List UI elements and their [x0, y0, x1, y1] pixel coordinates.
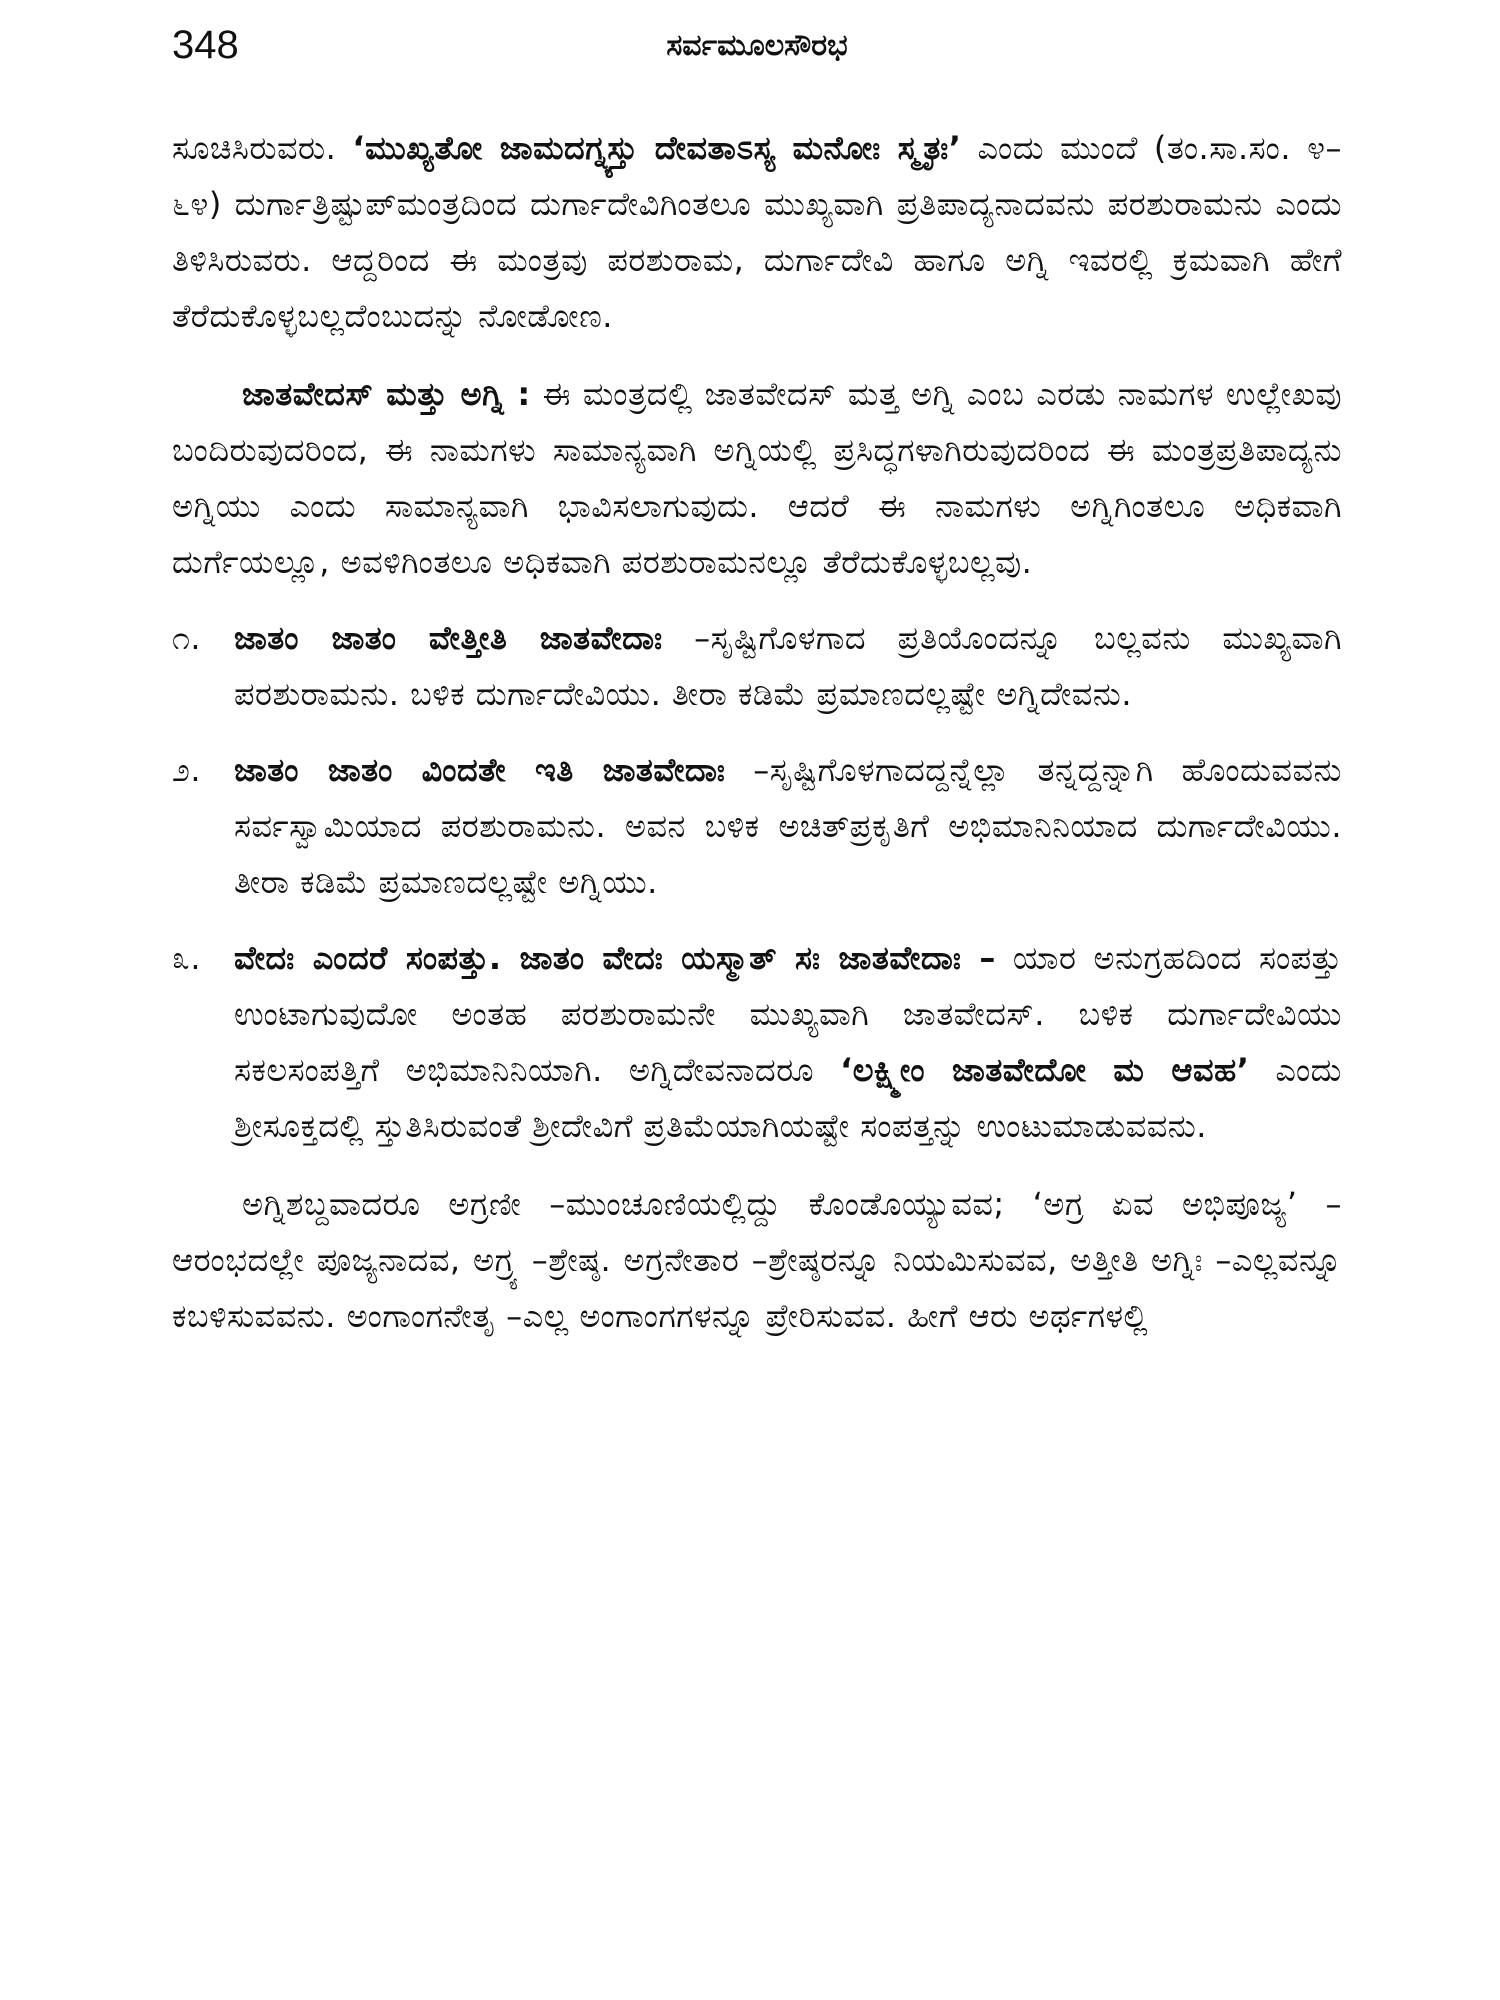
paragraph-agni-meanings: ಅಗ್ನಿಶಬ್ದವಾದರೂ ಅಗ್ರಣೀ –ಮುಂಚೂಣಿಯಲ್ಲಿದ್ದು ಕೊಂಡೊಯ್ಯುವವ; ‘ಅಗ್ರ ಏವ ಅಭಿಪೂಜ್ಯ’ –ಆರಂಭದಲ್ಲೇ ಪೂಜ್ಯನಾದವ, ಅಗ್ರ್ಯ –ಶ್ರೇಷ್ಠ. ಅಗ್ರನೇತಾರ –ಶ್ರೇಷ್ಠರನ್ನೂ ನಿಯಮಿಸುವವ, ಅತ್ತೀತಿ ಅಗ್ನಿಃ –ಎಲ್ಲವನ್ನೂ ಕಬಳಿಸುವವನು. ಅಂಗಾಂಗನೇತೃ –ಎಲ್ಲ ಅಂಗಾಂಗಗಳನ್ನೂ ಪ್ರೇರಿಸುವವ. ಹೀಗೆ ಆರು ಅರ್ಥಗಳಲ್ಲಿ [172, 1185, 1342, 1335]
item-explanation: –ಸೃಷ್ಟಿಗೊಳಗಾದದ್ದನ್ನೆಲ್ಲಾ ತನ್ನದ್ದನ್ನಾಗಿ ಹೊಂದುವವನು ಸರ್ವಸ್ವಾಮಿಯಾದ ಪರಶುರಾಮನು. ಅವನ ಬಳಿಕ ಅಚಿತ್‌ಪ್ರಕೃತಿಗೆ ಅಭಿಮಾನಿನಿಯಾದ ದುರ್ಗಾದೇವಿಯು. ತೀರಾ ಕಡಿಮೆ ಪ್ರಮಾಣದಲ್ಲಷ್ಟೇ ಅಗ್ನಿಯು. [234, 751, 1342, 901]
quote-lakshmim: ‘ಲಕ್ಷ್ಮೀಂ ಜಾತವೇದೋ ಮ ಆವಹ’ [840, 1051, 1250, 1089]
paragraph-jatavedas [172, 366, 1342, 590]
intro-body: ಎಂದು ಮುಂದೆ (ತಂ.ಸಾ.ಸಂ. ೪–೬೪) ದುರ್ಗಾತ್ರಿಷ್ಟುಪ್‌ಮಂತ್ರದಿಂದ ದುರ್ಗಾದೇವಿಗಿಂತಲೂ ಮುಖ್ಯವಾಗಿ ಪ್ರತಿಪಾದ್ಯನಾದವನು ಪರಶುರಾಮನು ಎಂದು ತಿಳಿಸಿರುವರು. ಆದ್ದರಿಂದ ಈ ಮಂತ್ರವು ಪರಶುರಾಮ, ದುರ್ಗಾದೇವಿ ಹಾಗೂ ಅಗ್ನಿ ಇವರಲ್ಲಿ ಕ್ರಮವಾಗಿ ಹೇಗೆ ತೆರೆದುಕೊಳ್ಳಬಲ್ಲದೆಂಬುದನ್ನು ನೋಡೋಣ. [172, 129, 1342, 335]
list-item [172, 930, 1342, 1154]
item-definition: ವೇದಃ ಎಂದರೆ ಸಂಪತ್ತು. ಜಾತಂ ವೇದಃ ಯಸ್ಮಾತ್ ಸಃ ಜಾತವೇದಾಃ – [234, 939, 996, 977]
item-definition: ಜಾತಂ ಜಾತಂ ವೇತ್ತೀತಿ ಜಾತವೇದಾಃ [234, 619, 663, 657]
item-explanation-end: ಎಂದು ಶ್ರೀಸೂಕ್ತದಲ್ಲಿ ಸ್ತುತಿಸಿರುವಂತೆ ಶ್ರೀದೇವಿಗೆ ಪ್ರತಿಮೆಯಾಗಿಯಷ್ಟೇ ಸಂಪತ್ತನ್ನು ಉಂಟುಮಾಡುವವನು. [234, 1051, 1342, 1145]
page-header [172, 20, 1342, 80]
section-text: ಈ ಮಂತ್ರದಲ್ಲಿ ಜಾತವೇದಸ್ ಮತ್ತ ಅಗ್ನಿ ಎಂಬ ಎರಡು ನಾಮಗಳ ಉಲ್ಲೇಖವು ಬಂದಿರುವುದರಿಂದ, ಈ ನಾಮಗಳು ಸಾಮಾನ್ಯವಾಗಿ ಅಗ್ನಿಯಲ್ಲಿ ಪ್ರಸಿದ್ಧಗಳಾಗಿರುವುದರಿಂದ ಈ ಮಂತ್ರಪ್ರತಿಪಾದ್ಯನು ಅಗ್ನಿಯು ಎಂದು ಸಾಮಾನ್ಯವಾಗಿ ಭಾವಿಸಲಾಗುವುದು. ಆದರೆ ಈ ನಾಮಗಳು ಅಗ್ನಿಗಿಂತಲೂ ಅಧಿಕವಾಗಿ ದುರ್ಗೆಯಲ್ಲೂ, ಅವಳಿಗಿಂತಲೂ ಅಧಿಕವಾಗಿ ಪರಶುರಾಮನಲ್ಲೂ ತೆರೆದುಕೊಳ್ಳಬಲ್ಲವು. [172, 375, 1342, 581]
item-definition: ಜಾತಂ ಜಾತಂ ವಿಂದತೇ ಇತಿ ಜಾತವೇದಾಃ [234, 751, 726, 789]
item-explanation: –ಸೃಷ್ಟಿಗೊಳಗಾದ ಪ್ರತಿಯೊಂದನ್ನೂ ಬಲ್ಲವನು ಮುಖ್ಯವಾಗಿ ಪರಶುರಾಮನು. ಬಳಿಕ ದುರ್ಗಾದೇವಿಯು. ತೀರಾ ಕಡಿಮೆ ಪ್ರಮಾಣದಲ್ಲಷ್ಟೇ ಅಗ್ನಿದೇವನು. [234, 619, 1342, 713]
item-text [234, 742, 1342, 910]
body-text [172, 120, 1342, 1344]
section-heading: ಜಾತವೇದಸ್ ಮತ್ತು ಅಗ್ನಿ : [242, 375, 531, 413]
item-number: ೩. [172, 939, 202, 977]
quote-jamadagnya: ‘ಮುಖ್ಯತೋ ಜಾಮದಗ್ನ್ಯಸ್ತು ದೇವತಾಽಸ್ಯ ಮನೋಃ ಸ್ಮೃತಃ’ [352, 129, 962, 167]
item-text [234, 930, 1342, 1154]
list-item [172, 610, 1342, 722]
item-explanation: ಯಾರ ಅನುಗ್ರಹದಿಂದ ಸಂಪತ್ತು ಉಂಟಾಗುವುದೋ ಅಂತಹ ಪರಶುರಾಮನೇ ಮುಖ್ಯವಾಗಿ ಜಾತವೇದಸ್. ಬಳಿಕ ದುರ್ಗಾದೇವಿಯು ಸಕಲಸಂಪತ್ತಿಗೆ ಅಭಿಮಾನಿನಿಯಾಗಿ. ಅಗ್ನಿದೇವನಾದರೂ [234, 939, 1342, 1089]
paragraph-intro [172, 120, 1342, 344]
item-number: ೨. [172, 751, 202, 789]
intro-lead: ಸೂಚಿಸಿರುವರು. [172, 129, 353, 167]
running-title: ಸರ್ವಮೂಲಸೌರಭ [666, 28, 848, 63]
page-number: 348 [172, 23, 239, 67]
list-item [172, 742, 1342, 910]
item-text [234, 610, 1342, 722]
item-number: ೧. [172, 619, 202, 657]
